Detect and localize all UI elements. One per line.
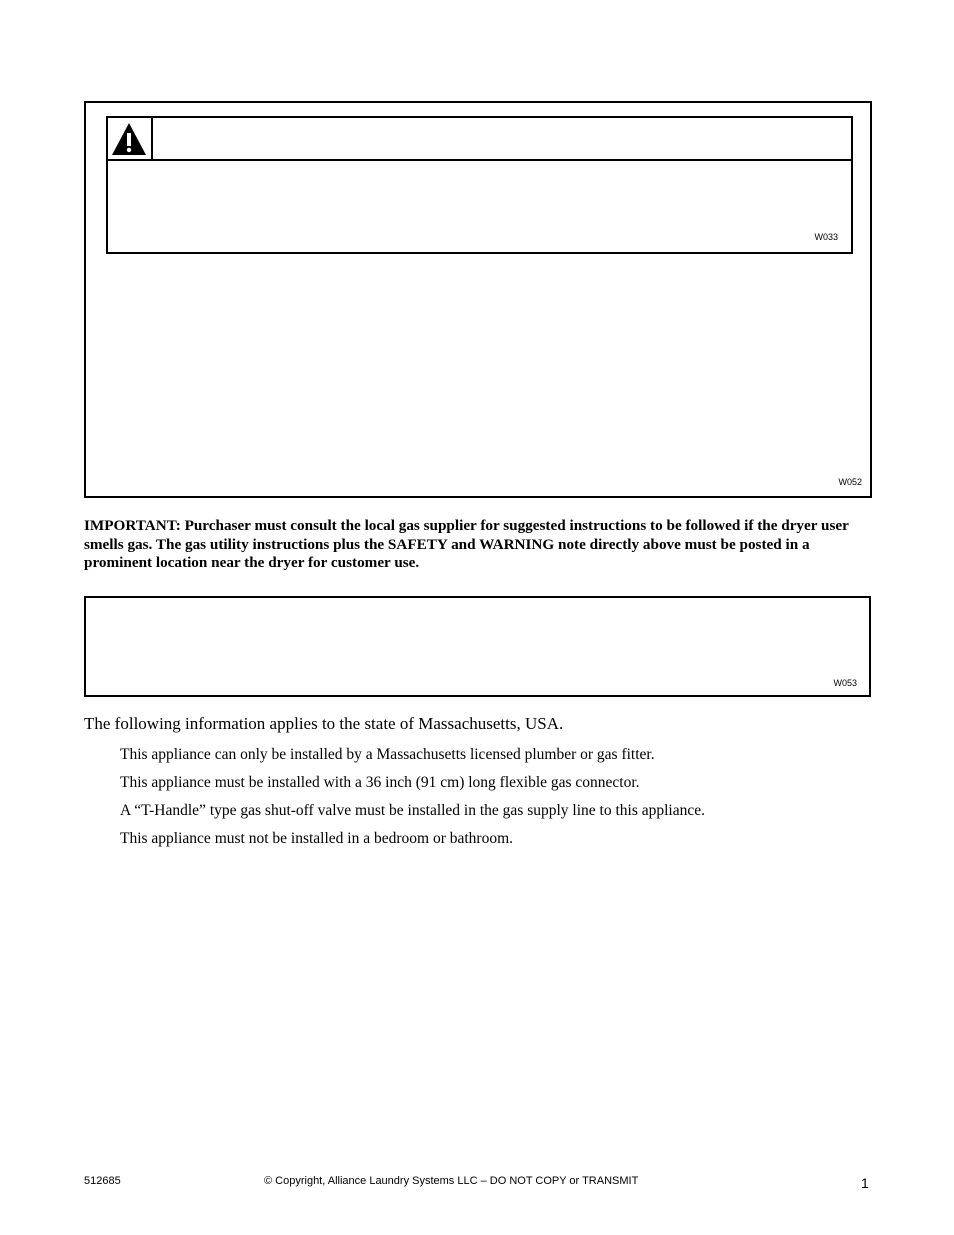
part-number: 512685 [84, 1175, 121, 1187]
warning-code-w053: W053 [833, 678, 857, 688]
w053-box [84, 596, 871, 697]
warning-callout [106, 116, 853, 254]
list-item: This appliance must be installed with a 36 inch (91 cm) long flexible gas connector. [120, 774, 640, 791]
page-number: 1 [861, 1175, 869, 1191]
massachusetts-requirements-list [120, 746, 705, 858]
list-item: A “T-Handle” type gas shut-off valve must be installed in the gas supply line to this appliance. [120, 802, 706, 819]
warning-triangle-icon [110, 121, 148, 157]
list-item: This appliance must not be installed in a bedroom or bathroom. [120, 830, 514, 847]
warning-header [108, 118, 851, 161]
safety-warning-box [84, 101, 872, 498]
important-note: IMPORTANT: Purchaser must consult the local gas supplier for suggested instructions to be followed if the dryer user smells gas. The gas utility instructions plus the SAFETY and WARNING note directly above must be posted in a prominent location near the dryer for customer use. [84, 517, 849, 572]
copyright-notice: © Copyright, Alliance Laundry Systems LLC – DO NOT COPY or TRANSMIT [264, 1175, 639, 1187]
warning-code-w052: W052 [838, 477, 862, 487]
warning-code-w033: W033 [814, 232, 838, 242]
list-item: This appliance can only be installed by a Massachusetts licensed plumber or gas fitter. [120, 746, 655, 763]
massachusetts-intro: The following information applies to the state of Massachusetts, USA. [84, 714, 564, 733]
warning-icon-cell [108, 118, 153, 159]
